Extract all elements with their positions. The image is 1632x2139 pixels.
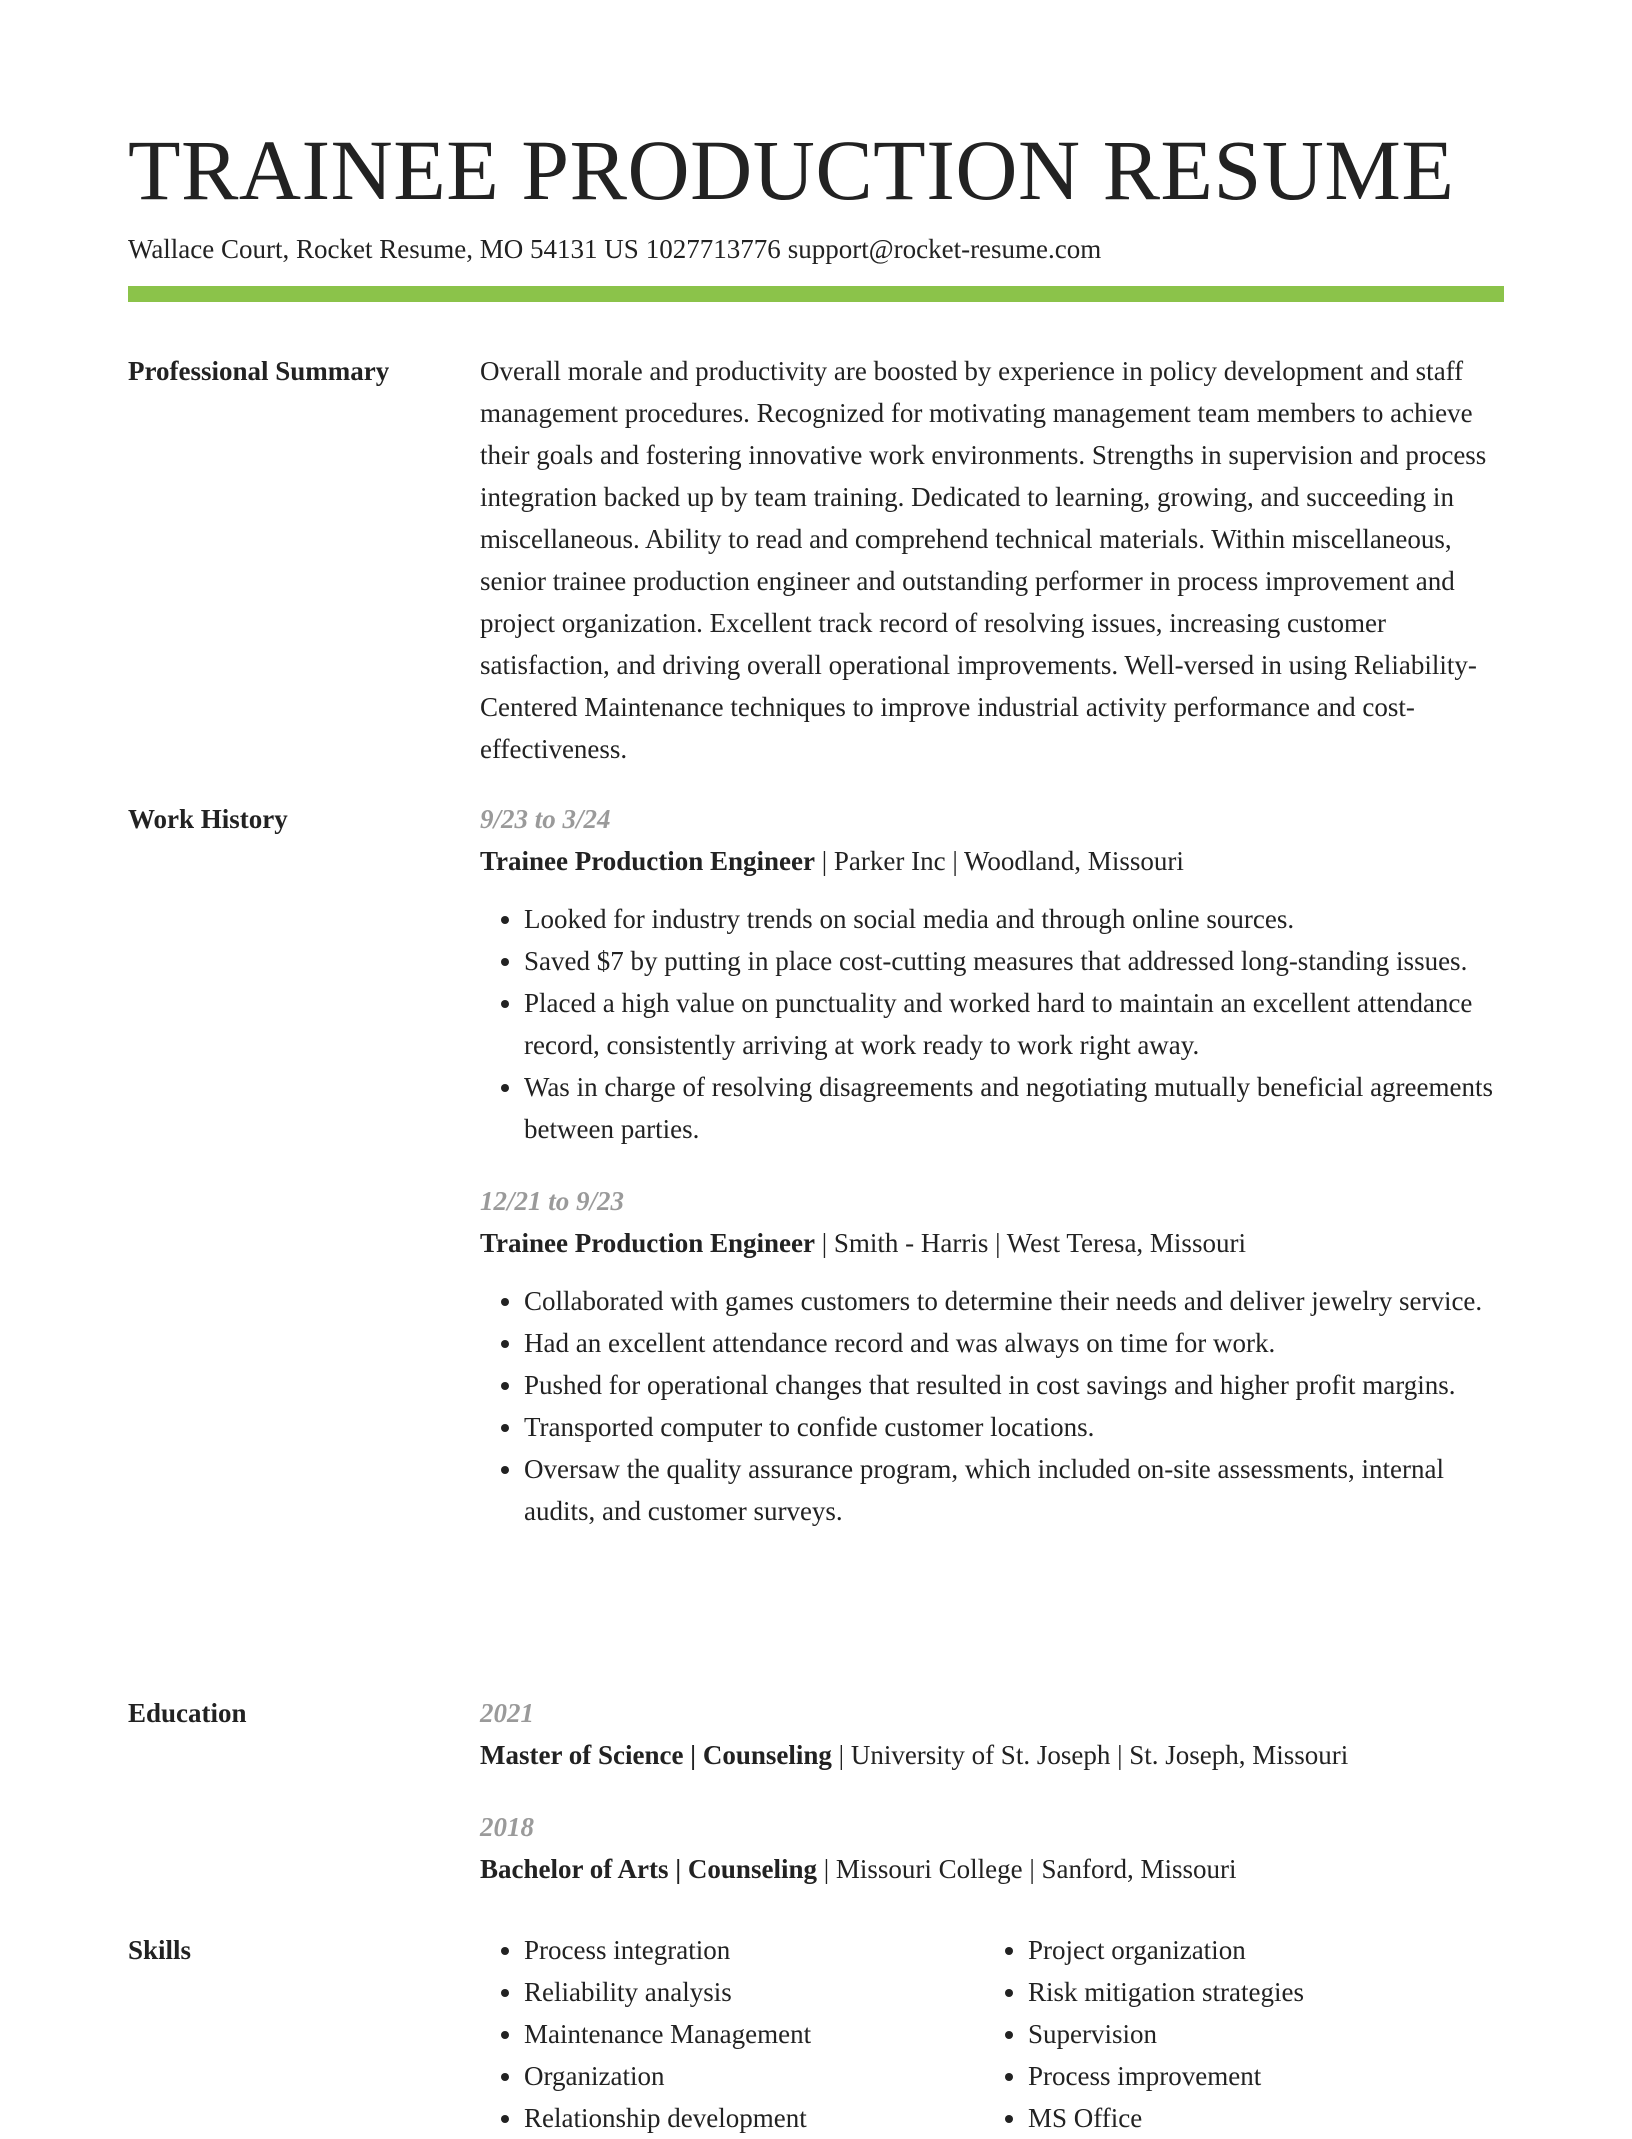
job-bullets bbox=[480, 1280, 1506, 1532]
school-location: | University of St. Joseph | St. Joseph, Missouri bbox=[831, 1740, 1349, 1770]
job-entry bbox=[480, 798, 1506, 1150]
degree: Master of Science | Counseling bbox=[480, 1740, 832, 1770]
job-title: Trainee Production Engineer bbox=[480, 846, 815, 876]
skill-item: • Organization bbox=[524, 2055, 984, 2097]
education-year: 2018 bbox=[480, 1812, 534, 1842]
job-bullet: • Placed a high value on punctuality and worked hard to maintain an excellent attendance record, consistently arriving at work ready to work right away. bbox=[524, 982, 1506, 1066]
job-bullet: • Was in charge of resolving disagreements and negotiating mutually beneficial agreements between parties. bbox=[524, 1066, 1506, 1150]
job-company-location: | Parker Inc | Woodland, Missouri bbox=[814, 846, 1184, 876]
job-bullet: • Saved $7 by putting in place cost-cutting measures that addressed long-standing issues. bbox=[524, 940, 1506, 982]
job-title-line bbox=[480, 840, 1506, 882]
education-year: 2021 bbox=[480, 1698, 534, 1728]
skill-item: • Supervision bbox=[1028, 2013, 1488, 2055]
work-history-body bbox=[480, 798, 1506, 1532]
skill-item: • Risk mitigation strategies bbox=[1028, 1971, 1488, 2013]
contact-line bbox=[128, 232, 1101, 266]
section-heading-education: Education bbox=[128, 1698, 247, 1728]
job-bullet: • Oversaw the quality assurance program, which included on-site assessments, internal audits, and customer surveys. bbox=[524, 1448, 1506, 1532]
section-heading-work-history: Work History bbox=[128, 804, 288, 834]
skill-item: • Reliability analysis bbox=[524, 1971, 984, 2013]
job-bullet: • Looked for industry trends on social media and through online sources. bbox=[524, 898, 1506, 940]
address: Wallace Court, Rocket Resume, MO 54131 US bbox=[128, 234, 639, 264]
degree-line bbox=[480, 1848, 1506, 1890]
skills-body bbox=[480, 1929, 1506, 2139]
skill-item: • MS Office bbox=[1028, 2097, 1488, 2139]
job-bullet: • Transported computer to confide customer locations. bbox=[524, 1406, 1506, 1448]
section-heading-skills: Skills bbox=[128, 1935, 192, 1965]
summary-body bbox=[480, 350, 1506, 770]
skill-item: • Process improvement bbox=[1028, 2055, 1488, 2097]
resume-title: TRAINEE PRODUCTION RESUME bbox=[128, 122, 1455, 218]
job-title-line bbox=[480, 1222, 1506, 1264]
skill-item: • Project organization bbox=[1028, 1929, 1488, 1971]
job-company-location: | Smith - Harris | West Teresa, Missouri bbox=[814, 1228, 1246, 1258]
job-dates: 9/23 to 3/24 bbox=[480, 804, 611, 834]
job-title: Trainee Production Engineer bbox=[480, 1228, 815, 1258]
skills-list-left bbox=[480, 1929, 984, 2139]
skills-list-right bbox=[984, 1929, 1488, 2139]
education-entry bbox=[480, 1692, 1506, 1776]
school-location: | Missouri College | Sanford, Missouri bbox=[816, 1854, 1237, 1884]
job-bullets bbox=[480, 898, 1506, 1150]
accent-divider bbox=[128, 286, 1504, 302]
phone: 1027713776 bbox=[645, 234, 781, 264]
email: support@rocket-resume.com bbox=[787, 234, 1102, 264]
skill-item: • Maintenance Management bbox=[524, 2013, 984, 2055]
section-heading-summary: Professional Summary bbox=[128, 356, 390, 386]
skills-columns bbox=[480, 1929, 1506, 2139]
job-bullet: • Pushed for operational changes that resulted in cost savings and higher profit margins. bbox=[524, 1364, 1506, 1406]
degree: Bachelor of Arts | Counseling bbox=[480, 1854, 817, 1884]
job-dates: 12/21 to 9/23 bbox=[480, 1186, 625, 1216]
education-body bbox=[480, 1692, 1506, 1890]
job-bullet: • Collaborated with games customers to determine their needs and deliver jewelry service. bbox=[524, 1280, 1506, 1322]
degree-line bbox=[480, 1734, 1506, 1776]
education-entry bbox=[480, 1806, 1506, 1890]
summary-text: Overall morale and productivity are boosted by experience in policy development and staff management procedures. Recognized for motivating management team members to achieve their goals and fostering innovative work environments. Strengths in supervision and process integration backed up by team training. Dedicated to learning, growing, and succeeding in miscellaneous. Ability to read and comprehend technical materials. Within miscellaneous, senior trainee production engineer and outstanding performer in process improvement and project organization. Excellent track record of resolving issues, increasing customer satisfaction, and driving overall operational improvements. Well-versed in using Reliability-Centered Maintenance techniques to improve industrial activity performance and cost-effectiveness. bbox=[480, 356, 1487, 764]
job-bullet: • Had an excellent attendance record and was always on time for work. bbox=[524, 1322, 1506, 1364]
job-entry bbox=[480, 1180, 1506, 1532]
skill-item: • Relationship development bbox=[524, 2097, 984, 2139]
skill-item: • Process integration bbox=[524, 1929, 984, 1971]
